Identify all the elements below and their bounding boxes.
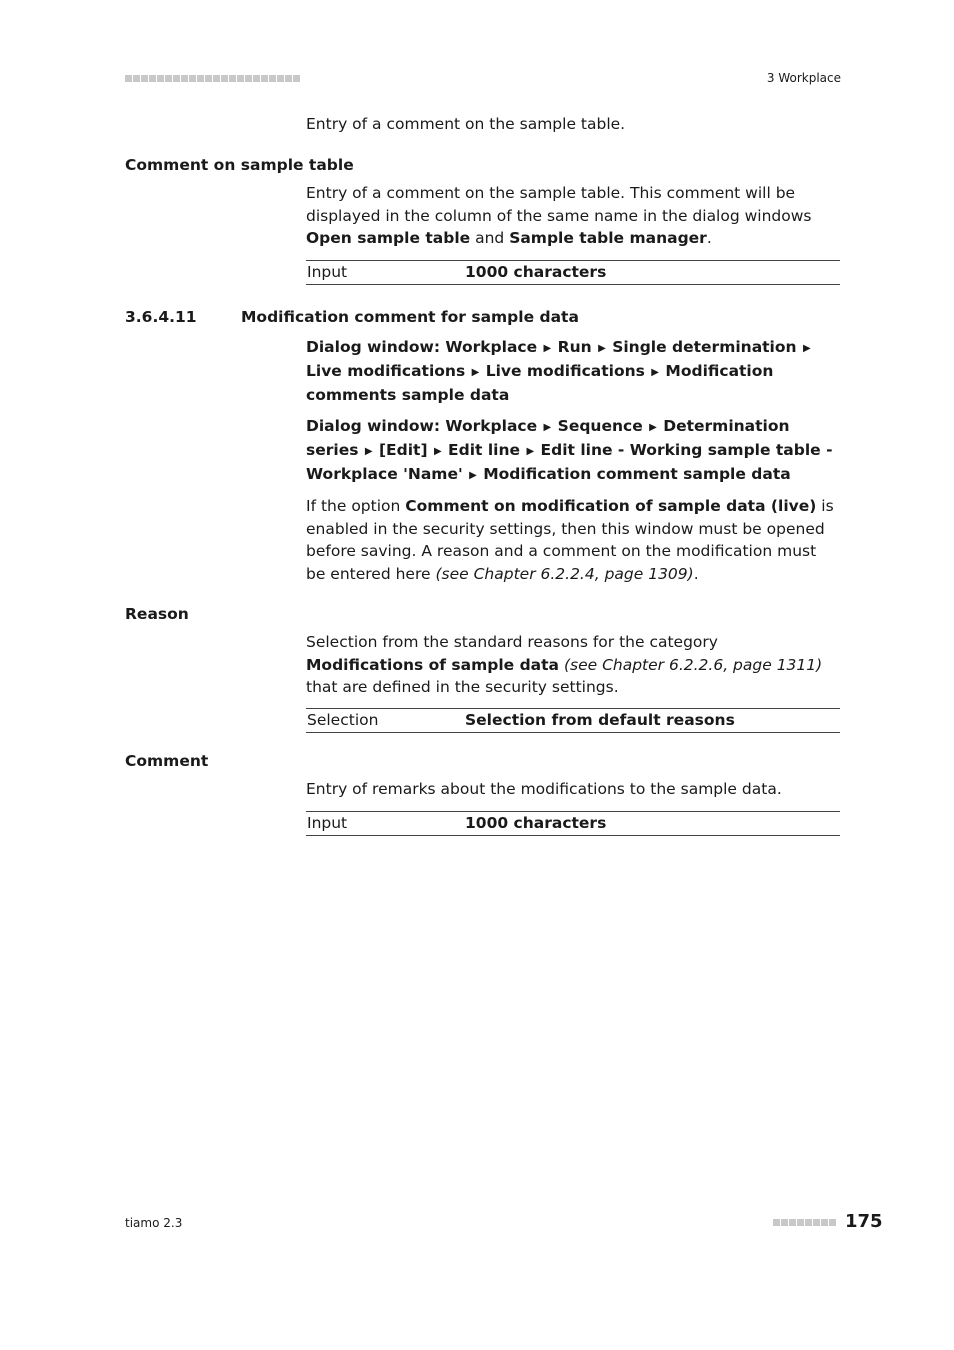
heading-comment-on-sample-table: Comment on sample table <box>125 156 354 174</box>
property-value: 1000 characters <box>465 263 607 281</box>
comment-description: Entry of remarks about the modifications to the sample data. <box>306 780 782 798</box>
property-key: Input <box>307 814 348 832</box>
dialog-path-2: Dialog window: Workplace ▶ Sequence ▶ Determination series ▶ [Edit] ▶ Edit line ▶ Edit line - Working sample table - Workplace 'Name' ▶ Modification comment sample data <box>306 417 833 483</box>
triangle-right-icon: ▶ <box>469 470 477 481</box>
reason-description: Selection from the standard reasons for the category Modifications of sample data (see Chapter 6.2.2.6, page 1311) that are defined in the security settings. <box>306 633 823 696</box>
triangle-right-icon: ▶ <box>364 446 373 457</box>
dialog-path-1: Dialog window: Workplace ▶ Run ▶ Single determination ▶ Live modifications ▶ Live modifications ▶ Modification comments sample data <box>306 338 811 404</box>
chapter-reference-link[interactable]: (see Chapter 6.2.2.6, page 1311) <box>563 655 823 674</box>
property-key: Selection <box>307 711 379 729</box>
triangle-right-icon: ▶ <box>649 422 657 433</box>
property-table-comment <box>306 811 840 836</box>
section-number: 3.6.4.11 <box>125 308 197 326</box>
triangle-right-icon: ▶ <box>543 422 552 433</box>
header-decoration-dots <box>125 75 300 82</box>
intro-text: Entry of a comment on the sample table. <box>306 115 626 133</box>
header-chapter: 3 Workplace <box>766 71 841 85</box>
section-description: If the option Comment on modification of sample data (live) is enabled in the security settings, then this window must be opened before saving. A reason and a comment on the modification must be entered here (see Chapter 6.2.2.4, page 1309). <box>306 497 834 583</box>
triangle-right-icon: ▶ <box>651 367 659 378</box>
footer-product: tiamo 2.3 <box>125 1216 183 1230</box>
heading-reason: Reason <box>125 605 189 623</box>
property-table-reason <box>306 708 840 733</box>
triangle-right-icon: ▶ <box>471 367 480 378</box>
triangle-right-icon: ▶ <box>598 343 606 354</box>
section-title: Modification comment for sample data <box>241 308 579 326</box>
property-table-comment-on-sample-table <box>306 260 840 285</box>
triangle-right-icon: ▶ <box>543 343 552 354</box>
triangle-right-icon: ▶ <box>433 446 442 457</box>
triangle-right-icon: ▶ <box>802 343 811 354</box>
page-number: 175 <box>845 1211 883 1232</box>
bold-sample-table-manager: Sample table manager <box>509 229 707 247</box>
property-key: Input <box>307 263 348 281</box>
chapter-reference-link[interactable]: (see Chapter 6.2.2.4, page 1309) <box>435 564 694 583</box>
footer-decoration-dots <box>773 1219 836 1226</box>
triangle-right-icon: ▶ <box>526 446 535 457</box>
property-value: 1000 characters <box>465 814 607 832</box>
bold-open-sample-table: Open sample table <box>306 229 471 247</box>
heading-comment: Comment <box>125 752 209 770</box>
property-value: Selection from default reasons <box>465 711 735 729</box>
comment-on-sample-table-description: Entry of a comment on the sample table. This comment will be displayed in the column of the same name in the dialog windows Open sample table and Sample table manager. <box>306 184 812 247</box>
